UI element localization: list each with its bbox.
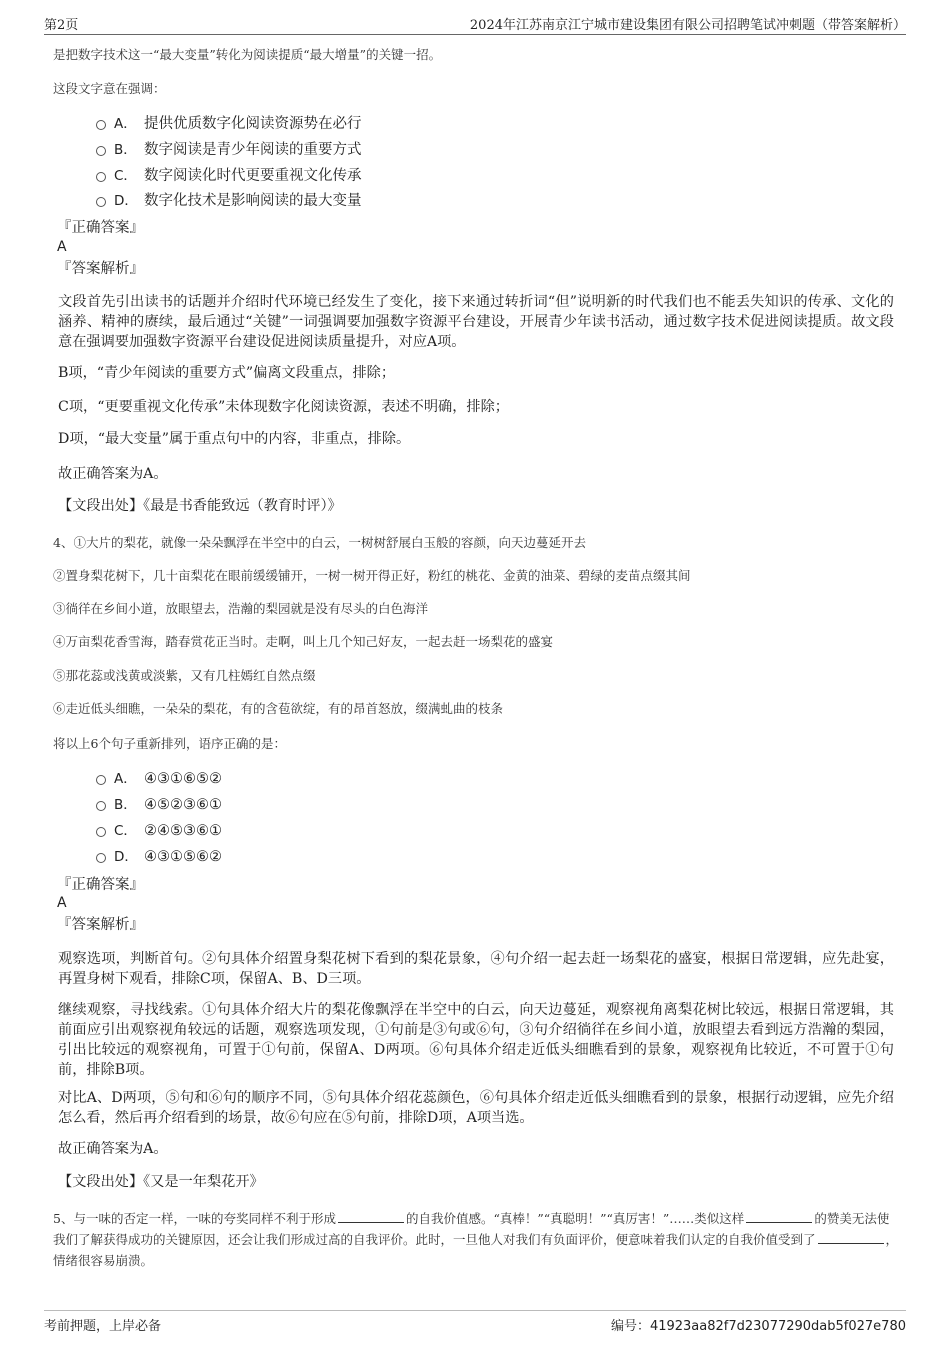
q3-analysis-p4: D项，“最大变量”属于重点句中的内容，非重点，排除。 (58, 431, 411, 447)
q4-analysis-p1: 观察选项，判断首句。②句具体介绍置身梨花树下看到的梨花景象，④句介绍一起去赶一场梨花的盛宴，根据日常逻辑，应先赴宴，再置身树下观看，排除C项，保留A、B、D三项。 (58, 951, 894, 987)
q3-answer: A (57, 239, 67, 255)
radio-icon[interactable] (96, 120, 106, 130)
q3-analysis-p2: B项，“青少年阅读的重要方式”偏离文段重点，排除； (58, 365, 396, 381)
q4-option-b[interactable]: B． ④⑤②③⑥① (96, 794, 222, 816)
q3-text-tail: 是把数字技术这一“最大变量”转化为阅读提质“最大增量”的关键一招。 (53, 47, 442, 62)
radio-icon[interactable] (96, 775, 106, 785)
radio-icon[interactable] (96, 801, 106, 811)
q3-option-b[interactable]: B． 数字阅读是青少年阅读的重要方式 (96, 139, 362, 161)
q4-analysis-p2: 继续观察，寻找线索。①句具体介绍大片的梨花像飘浮在半空中的白云，向天边蔓延，观察视角离梨花树比较远，根据日常逻辑，其前面应引出观察视角较远的话题，观察选项发现，①句前是③句或⑥句，③句介绍徜徉在乡间小道，放眼望去看到远方浩瀚的梨园，引出比较远的观察视角，可置于①句前，保留A、D两项。⑥句具体介绍走近低头细瞧看到的景象，观察视角比较近，不可置于①句前，排除B项。 (58, 1002, 894, 1078)
document-title: 2024年江苏南京江宁城市建设集团有限公司招聘笔试冲刺题（带答案解析） (469, 18, 906, 33)
q4-analysis-label: 『答案解析』 (57, 917, 144, 933)
q4-sentence-3: ③徜徉在乡间小道，放眼望去，浩瀚的梨园就是没有尽头的白色海洋 (53, 601, 429, 616)
radio-icon[interactable] (96, 827, 106, 837)
q4-sentence-6: ⑥走近低头细瞧，一朵朵的梨花，有的含苞欲绽，有的昂首怒放，缀满虬曲的枝条 (53, 701, 504, 716)
page-footer (44, 1310, 906, 1333)
q4-sentence-4: ④万亩梨花香雪海，踏春赏花正当时。走啊，叫上几个知己好友，一起去赶一场梨花的盛宴 (53, 634, 554, 649)
q4-sentence-5: ⑤那花蕊或浅黄或淡紫，又有几柱嫣红自然点缀 (53, 668, 316, 683)
q3-option-a[interactable]: A． 提供优质数字化阅读资源势在必行 (96, 113, 362, 135)
footer-code: 编号：41923aa82f7d23077290dab5f027e780 (610, 1319, 906, 1334)
q4-analysis-p4: 故正确答案为A。 (58, 1141, 168, 1157)
fill-blank-2[interactable] (746, 1210, 812, 1223)
q4-answer: A (57, 895, 67, 911)
radio-icon[interactable] (96, 172, 106, 182)
fill-blank-3[interactable] (818, 1231, 884, 1244)
document-code: 41923aa82f7d23077290dab5f027e780 (649, 1319, 906, 1334)
q4-analysis-p3: 对比A、D两项，⑤句和⑥句的顺序不同，⑤句具体介绍花蕊颜色，⑥句具体介绍走近低头细瞧看到的景象，根据行动逻辑，应先介绍怎么看，然后再介绍看到的场景，故⑥句应在⑤句前，排除D项，A项当选。 (58, 1090, 894, 1126)
q4-option-d[interactable]: D． ④③①⑤⑥② (96, 846, 222, 868)
q3-analysis-label: 『答案解析』 (57, 261, 144, 277)
q3-source: 【文段出处】《最是书香能致远（教育时评）》 (58, 498, 342, 514)
footer-slogan: 考前押题，上岸必备 (44, 1319, 162, 1334)
radio-icon[interactable] (96, 853, 106, 863)
q3-answer-label: 『正确答案』 (57, 220, 144, 236)
q4-option-c[interactable]: C． ②④⑤③⑥① (96, 820, 222, 842)
page-number: 第2页 (44, 18, 79, 33)
q4-prompt: 将以上6个句子重新排列，语序正确的是： (53, 736, 286, 751)
q4-sentence-1: 4、①大片的梨花，就像一朵朵飘浮在半空中的白云，一树树舒展白玉般的容颜，向天边蔓延开去 (53, 535, 586, 550)
q3-analysis-p1: 文段首先引出读书的话题并介绍时代环境已经发生了变化，接下来通过转折词“但”说明新的时代我们也不能丢失知识的传承、文化的涵养、精神的赓续，最后通过“关键”一词强调要加强数字资源平台建设，开展青少年读书活动，通过数字技术促进阅读提质。故文段意在强调要加强数字资源平台建设促进阅读质量提升，对应A项。 (58, 294, 894, 350)
q4-option-a[interactable]: A． ④③①⑥⑤② (96, 768, 222, 790)
q3-option-d[interactable]: D． 数字化技术是影响阅读的最大变量 (96, 190, 362, 212)
q3-analysis-p3: C项，“更要重视文化传承”未体现数字化阅读资源，表述不明确，排除； (58, 399, 509, 415)
q3-analysis-p5: 故正确答案为A。 (58, 466, 168, 482)
q4-answer-label: 『正确答案』 (57, 877, 144, 893)
q3-option-c[interactable]: C． 数字阅读化时代更要重视文化传承 (96, 165, 362, 187)
q5-stem: 5、与一味的否定一样，一味的夸奖同样不利于形成 的自我价值感。“真棒！”“真聪明！”“真厉害！”……类似这样 的赞美无法使我们了解获得成功的关键原因，还会让我们形成过高的自我评价。此时，一旦他人对我们有负面评价，便意味着我们认定的自我价值受到了 ，情绪很容易崩溃。 (53, 1211, 899, 1268)
radio-icon[interactable] (96, 197, 106, 207)
q4-sentence-2: ②置身梨花树下，几十亩梨花在眼前缓缓铺开，一树一树开得正好，粉红的桃花、金黄的油菜、碧绿的麦苗点缀其间 (53, 568, 691, 583)
q4-source: 【文段出处】《又是一年梨花开》 (58, 1174, 264, 1190)
fill-blank-1[interactable] (338, 1210, 404, 1223)
q3-prompt: 这段文字意在强调： (53, 81, 166, 96)
radio-icon[interactable] (96, 146, 106, 156)
